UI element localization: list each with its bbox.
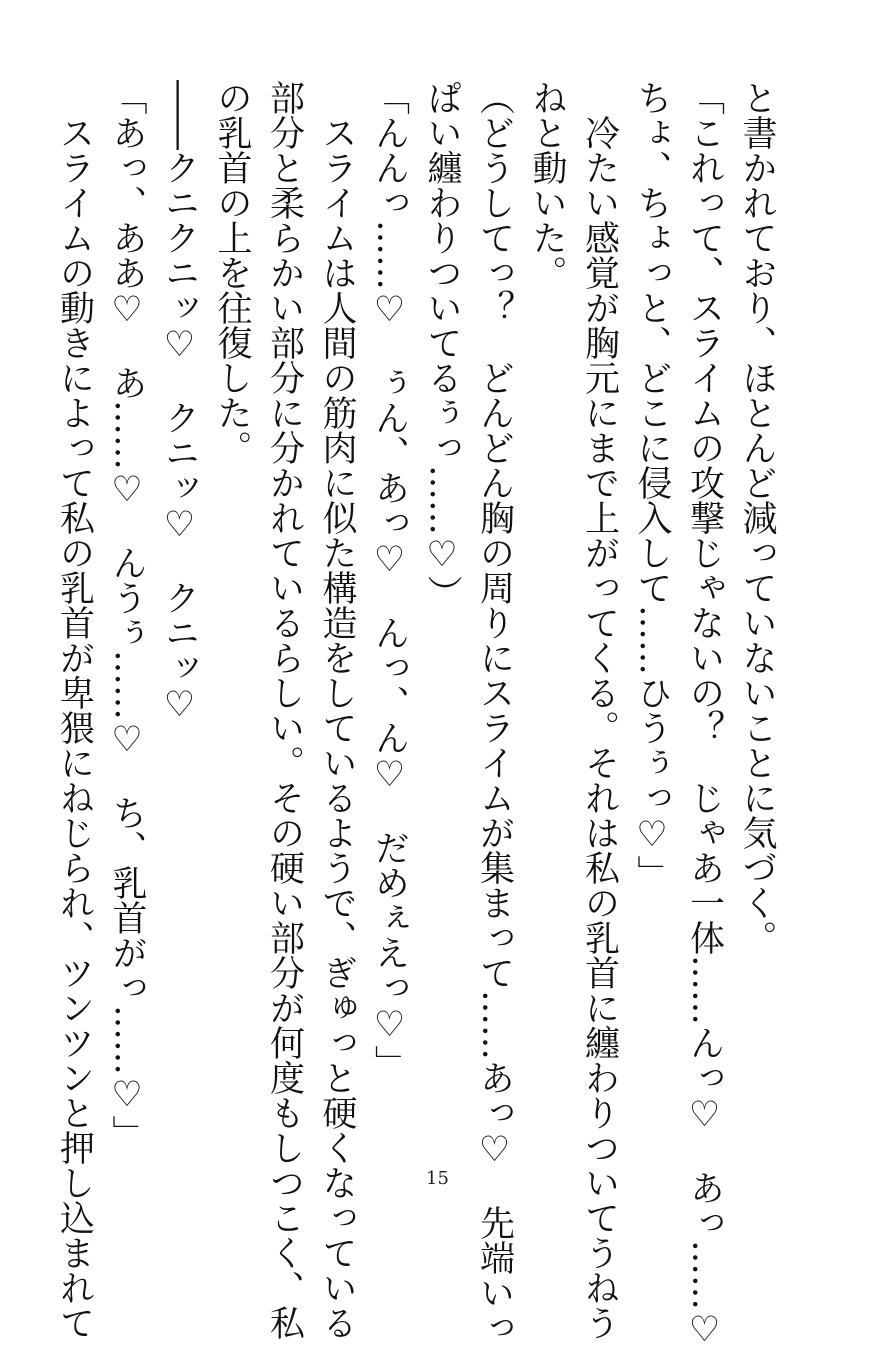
text-line-11: の乳首の上を往復した。 [212,80,252,465]
text-line-3: ちょ、ちょっと、どこに侵入して……ひうぅっ♡」 [632,80,672,890]
text-line-13: 「あっ、ああ♡ あ……♡ んうぅ……♡ ち、乳首がっ……♡」 [107,80,147,1150]
text-line-5: ねと動いた。 [527,80,567,290]
text-line-8: 「んんっ……♡ ぅん、あっ♡ んっ、ん♡ だめぇえっ♡」 [369,80,410,1080]
page-number: 15 [426,1168,449,1189]
text-line-14: スライムの動きによって私の乳首が卑猥にねじられ、ツンツンと押し込まれて [54,80,95,1340]
text-line-4: 冷たい感覚が胸元にまで上がってくる。それは私の乳首に纏わりついてうねう [579,80,620,1340]
text-line-7: ぱい纏わりついてるぅっ……♡） [422,80,462,610]
text-line-9: スライムは人間の筋肉に似た構造をしているようで、ぎゅっと硬くなっている [317,80,357,1340]
text-line-10: 部分と柔らかい部分に分かれているらしい。その硬い部分が何度もしつこく、私 [264,80,305,1340]
text-line-2: 「これって、スライムの攻撃じゃないの？ じゃあ一体……んっ♡ あっ……♡ [684,80,725,1350]
text-line-12: ――クニクニッ♡ クニッ♡ クニッ♡ [159,80,200,725]
text-line-6: （どうしてっ？ どんどん胸の周りにスライムが集まって……あっ♡ 先端いっ [474,80,515,1345]
text-line-1: と書かれており、ほとんど減っていないことに気づく。 [737,80,777,955]
